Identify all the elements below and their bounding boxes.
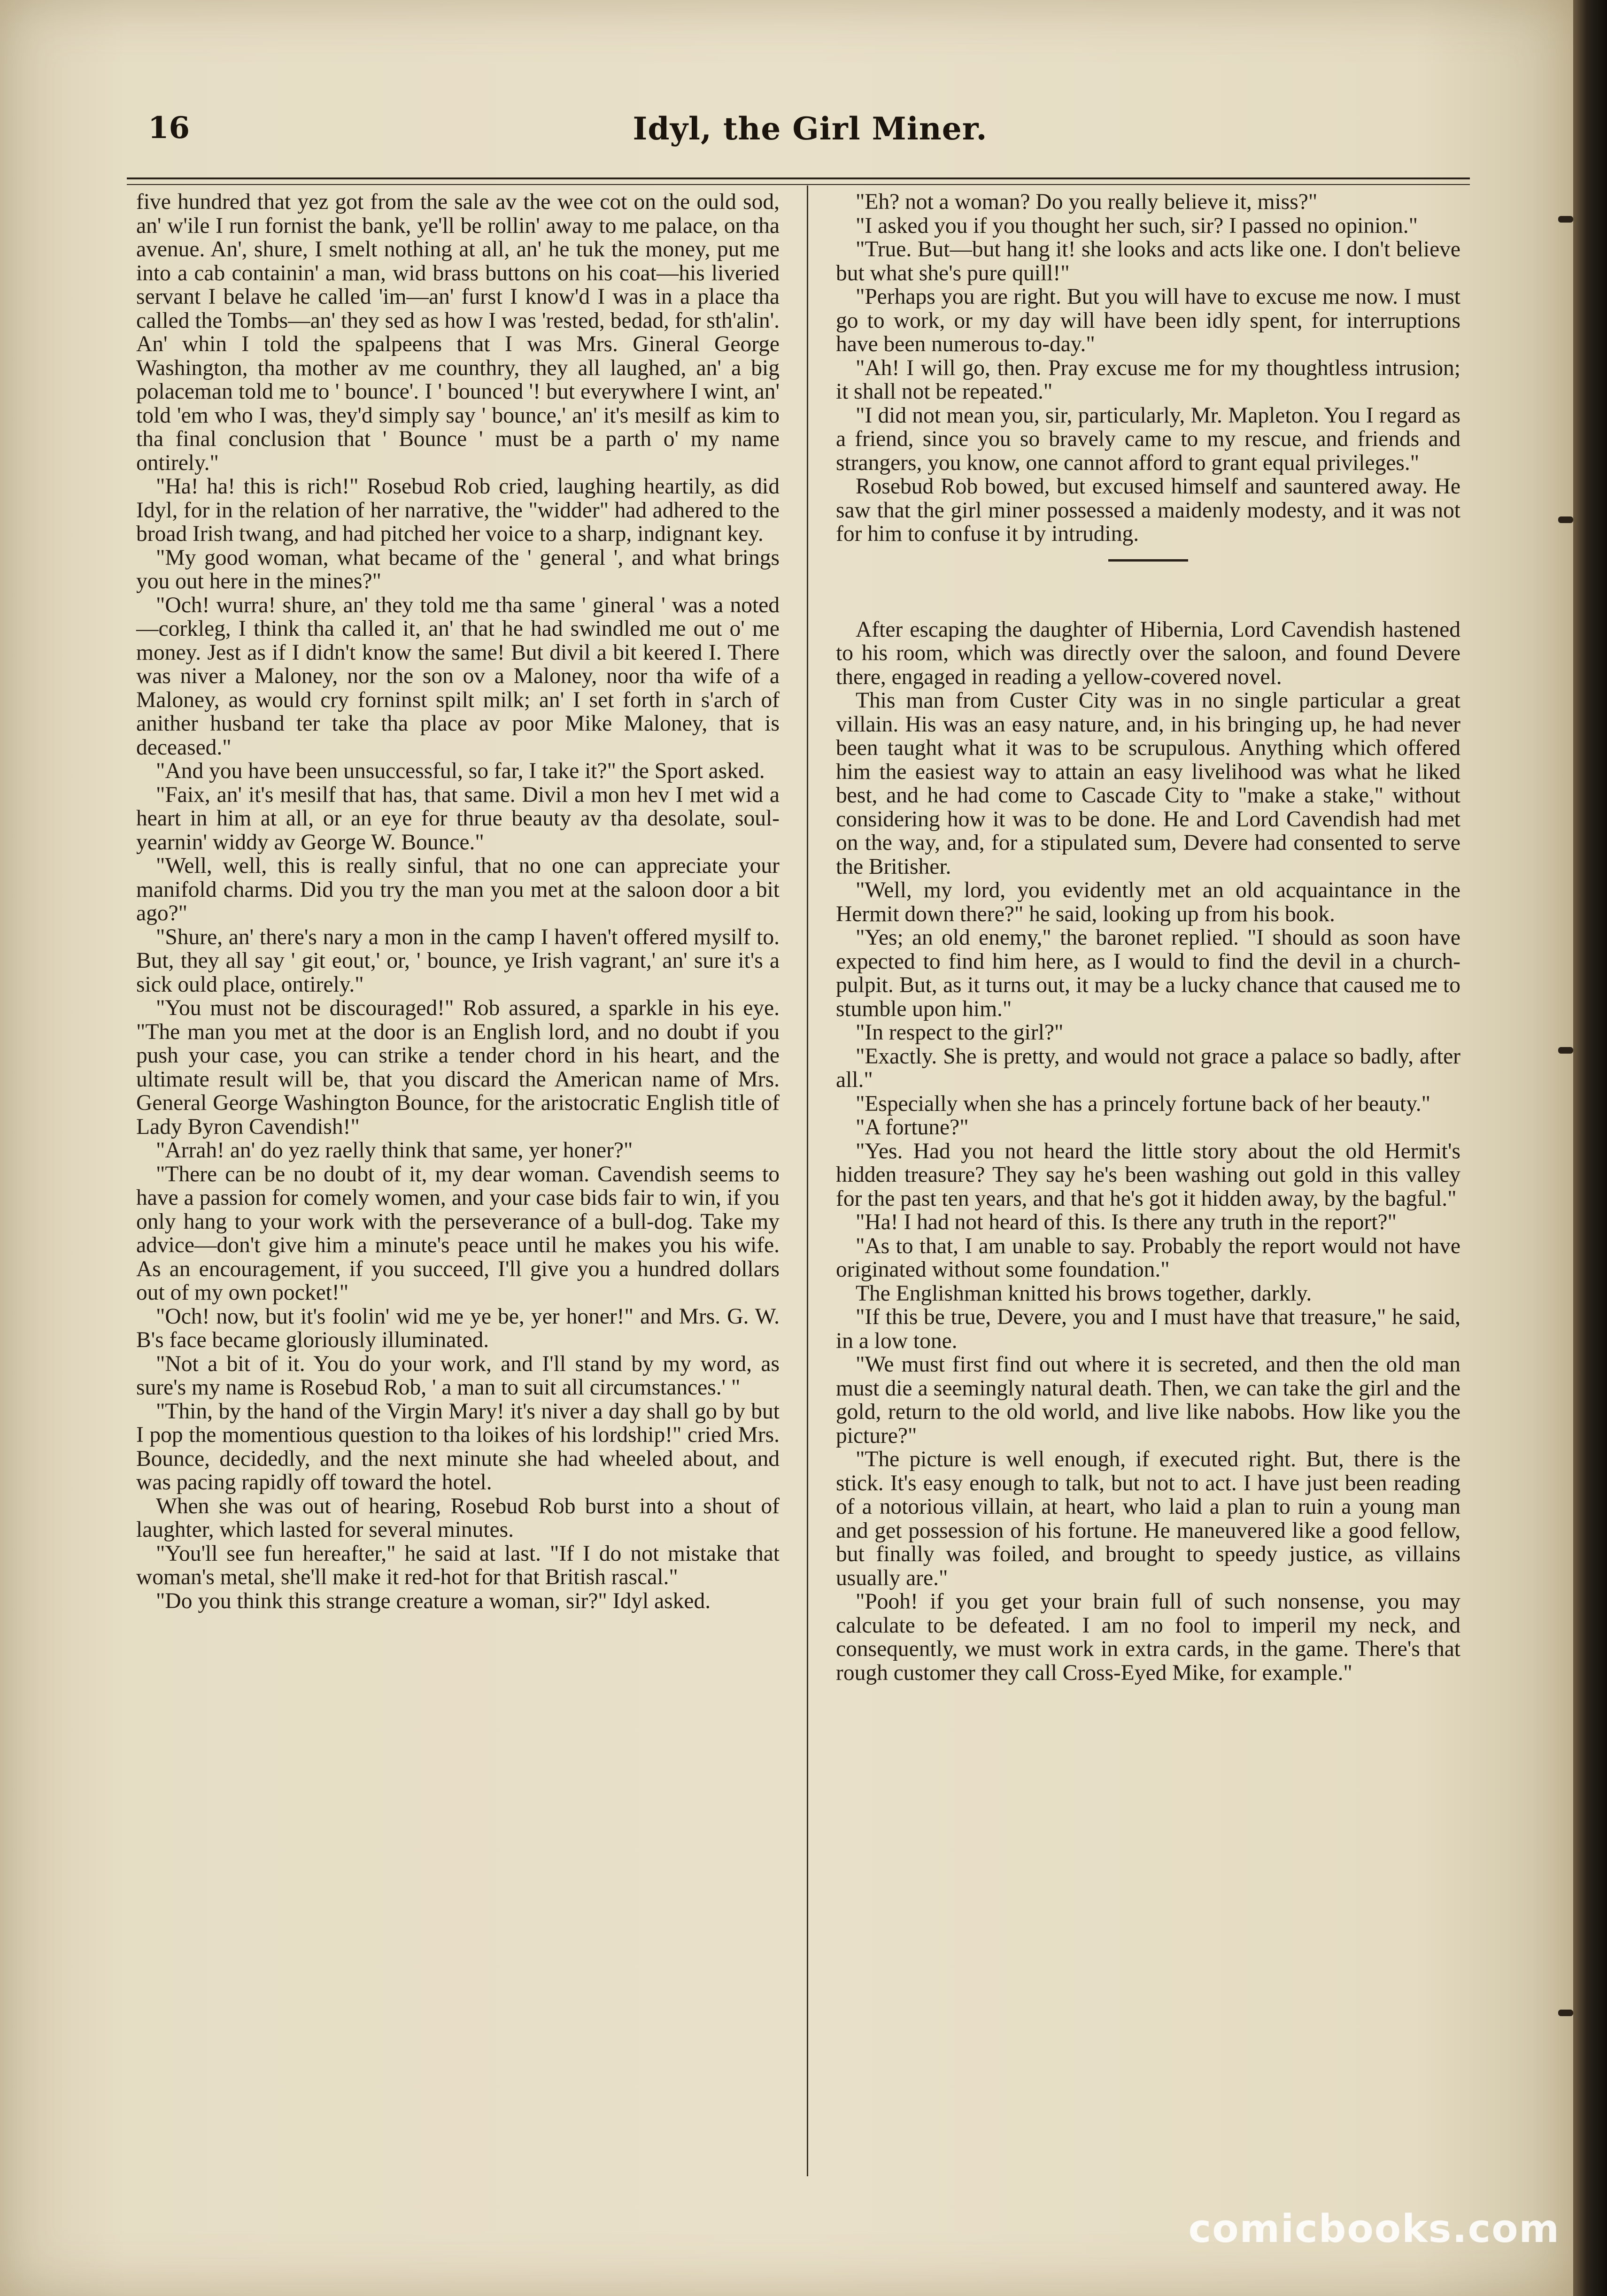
paragraph: When she was out of hearing, Rosebud Rob burst into a shout of laughter, which lasted for several minutes. xyxy=(136,1494,780,1542)
paragraph: "Faix, an' it's mesilf that has, that same. Divil a mon hev I met wid a heart in him at all, or an eye for thrue beauty av tha desolate, soul-yearnin' widdy av George W. Bounce." xyxy=(136,782,780,855)
binding-staple-mark xyxy=(1558,216,1573,223)
paragraph: "Ah! I will go, then. Pray excuse me for my thoughtless intrusion; it shall not be repeated." xyxy=(836,355,1460,404)
paragraph: "Eh? not a woman? Do you really believe it, miss?" xyxy=(856,190,1318,214)
watermark: comicbooks.com xyxy=(1188,2207,1560,2251)
paragraph: "In respect to the girl?" xyxy=(856,1020,1064,1045)
paragraph: "Pooh! if you get your brain full of such nonsense, you may calculate to be defeated. I am no fool to imperil my neck, and consequently, we must work in extra cards, in the game. There's that rough customer they call Cross-Eyed Mike, for example." xyxy=(836,1589,1460,1685)
paragraph: "Och! now, but it's foolin' wid me ye be, yer honer!" and Mrs. G. W. B's face became gloriously illuminated. xyxy=(136,1304,780,1352)
paragraph: "Ha! ha! this is rich!" Rosebud Rob cried, laughing heartily, as did Idyl, for in the relation of her narrative, the "widder" had adhered to the broad Irish twang, and had pitched her voice to a sharp, indignant key. xyxy=(136,474,780,546)
paragraph: "Yes. Had you not heard the little story about the old Hermit's hidden treasure? They say he's been washing out gold in this valley for the past ten years, and that he's got it hidden away, by the bagful." xyxy=(836,1139,1460,1211)
paragraph: "Och! wurra! shure, an' they told me tha same ' gineral ' was a noted—corkleg, I think tha called it, an' that he had swindled me out o' me money. Jest as if I didn't know the same! But divil a bit keered I. There was niver a Maloney, nor the son ov a Maloney, noor tha wife of a Maloney, as would cry forninst spilt milk; an' I set forth in s'arch of anither husband ter take tha place av poor Mike Maloney, that is deceased." xyxy=(136,593,780,760)
page-number: 16 xyxy=(148,110,190,146)
paragraph: After escaping the daughter of Hibernia, Lord Cavendish hastened to his room, which was directly over the saloon, and found Devere there, engaged in reading a yellow-covered novel. xyxy=(836,617,1460,689)
paragraph: "Shure, an' there's nary a mon in the camp I haven't offered mysilf to. But, they all say ' git eout,' or, ' bounce, ye Irish vagrant,' an' sure it's a sick ould place, ontirely." xyxy=(136,925,780,997)
paragraph: five hundred that yez got from the sale av the wee cot on the ould sod, an' w'ile I run fornist the bank, ye'll be rollin' away to me palace, on tha avenue. An', shure, I smelt nothing at all, an' he tuk the money, put me into a cab containin' a man, wid brass buttons on his coat—his liveried servant I belave he called 'im—an' furst I know'd I was in a place tha called the Tombs—an' they sed as how I was 'rested, bedad, for sth'alin'. An' whin I told the spalpeens that I was Mrs. Gineral George Washington, tha mother av me counthry, they all laughed, an' a big polaceman told me to ' bounce'. I ' bounced '! but everywhere I wint, an' told 'em who I was, they'd simply say ' bounce,' an' it's mesilf as kim to tha final conclusion that ' Bounce ' must be a parth o' my name ontirely." xyxy=(136,190,780,475)
binding-staple-mark xyxy=(1558,1047,1573,1054)
paragraph: "Thin, by the hand of the Virgin Mary! it's niver a day shall go by but I pop the momentious question to tha loikes of his lordship!" cried Mrs. Bounce, decidedly, and the next minute she had wheeled about, and was pacing rapidly off toward the hotel. xyxy=(136,1399,780,1495)
right-column xyxy=(836,190,1460,2186)
binding-staple-mark xyxy=(1558,2010,1573,2016)
paragraph: "Especially when she has a princely fortune back of her beauty." xyxy=(856,1091,1431,1116)
paragraph: "Do you think this strange creature a woman, sir?" Idyl asked. xyxy=(156,1588,711,1613)
paragraph: "A fortune?" xyxy=(856,1115,969,1140)
page-header xyxy=(141,106,1479,157)
paragraph: "The picture is well enough, if executed right. But, there is the stick. It's easy enough to talk, but not to act. I have just been reading of a notorious villain, at heart, who laid a plan to ruin a young man and get possession of his fortune. He maneuvered like a good fellow, but finally was foiled, and brought to speedy justice, as villains usually are." xyxy=(836,1447,1460,1590)
paragraph: "I did not mean you, sir, particularly, Mr. Mapleton. You I regard as a friend, since you so bravely came to my rescue, and friends and strangers, you know, one cannot afford to grant equal privileges." xyxy=(836,403,1460,475)
paragraph: "My good woman, what became of the ' general ', and what brings you out here in the mines?" xyxy=(136,545,780,593)
header-rule xyxy=(127,177,1470,185)
paragraph: "Ha! I had not heard of this. Is there any truth in the report?" xyxy=(856,1210,1397,1234)
paragraph: "Not a bit of it. You do your work, and I'll stand by my word, as sure's my name is Rosebud Rob, ' a man to suit all circumstances.' " xyxy=(136,1351,780,1400)
column-divider xyxy=(807,185,808,2176)
paragraph: This man from Custer City was in no single particular a great villain. His was an easy nature, and, in his bringing up, he had never been taught what it was to be scrupulous. Anything which offered him the easiest way to attain an easy livelihood was what he liked best, and he had come to Cascade City to "make a stake," without considering how it was to be done. He and Lord Cavendish had met on the way, and, for a stipulated sum, Devere had consented to serve the Britisher. xyxy=(836,688,1460,879)
paragraph: "Exactly. She is pretty, and would not grace a palace so badly, after all." xyxy=(836,1044,1460,1092)
section-break-rule xyxy=(1108,559,1188,562)
paragraph: "There can be no doubt of it, my dear woman. Cavendish seems to have a passion for comely women, and your case bids fair to win, if you only hang to your work with the perseverance of a bull-dog. Take my advice—don't give him a minute's peace until he makes you his wife. As an encouragement, if you succeed, I'll give you a hundred dollars out of my own pocket!" xyxy=(136,1162,780,1305)
paragraph: "If this be true, Devere, you and I must have that treasure," he said, in a low tone. xyxy=(836,1305,1460,1353)
binding-staple-mark xyxy=(1558,516,1573,523)
running-title: Idyl, the Girl Miner. xyxy=(633,110,988,147)
paragraph: "True. But—but hang it! she looks and acts like one. I don't believe but what she's pure quill!" xyxy=(836,237,1460,285)
paragraph: The Englishman knitted his brows together, darkly. xyxy=(856,1281,1312,1306)
paragraph: Rosebud Rob bowed, but excused himself and sauntered away. He saw that the girl miner possessed a maidenly modesty, and it was not for him to confuse it by intruding. xyxy=(836,474,1460,546)
paragraph: "I asked you if you thought her such, sir? I passed no opinion." xyxy=(856,213,1418,238)
paragraph: "You'll see fun hereafter," he said at last. "If I do not mistake that woman's metal, she'll make it red-hot for that British rascal." xyxy=(136,1541,780,1589)
paragraph: "Perhaps you are right. But you will have to excuse me now. I must go to work, or my day will have been idly spent, for interruptions have been numerous to-day." xyxy=(836,285,1460,356)
binding-edge xyxy=(1573,0,1607,2296)
paragraph: "And you have been unsuccessful, so far, I take it?" the Sport asked. xyxy=(156,759,765,783)
paragraph: "As to that, I am unable to say. Probably the report would not have originated without some foundation." xyxy=(836,1233,1460,1282)
paragraph: "Well, my lord, you evidently met an old acquaintance in the Hermit down there?" he said, looking up from his book. xyxy=(836,878,1460,926)
paragraph: "You must not be discouraged!" Rob assured, a sparkle in his eye. "The man you met at the door is an English lord, and no doubt if you push your case, you can strike a tender chord in his heart, and the ultimate result will be, that you discard the American name of Mrs. General George Washington Bounce, for the aristocratic English title of Lady Byron Cavendish!" xyxy=(136,996,780,1139)
paragraph: "Well, well, this is really sinful, that no one can appreciate your manifold charms. Did you try the man you met at the saloon door a bit ago?" xyxy=(136,854,780,925)
paragraph: "We must first find out where it is secreted, and then the old man must die a seemingly natural death. Then, we can take the girl and the gold, return to the old world, and live like nabobs. How like you the picture?" xyxy=(836,1352,1460,1448)
paragraph: "Yes; an old enemy," the baronet replied. "I should as soon have expected to find him here, as I would to find the devil in a church-pulpit. But, as it turns out, it may be a lucky chance that caused me to stumble upon him." xyxy=(836,925,1460,1021)
paragraph: "Arrah! an' do yez raelly think that same, yer honer?" xyxy=(156,1138,633,1163)
left-column xyxy=(136,190,780,2186)
